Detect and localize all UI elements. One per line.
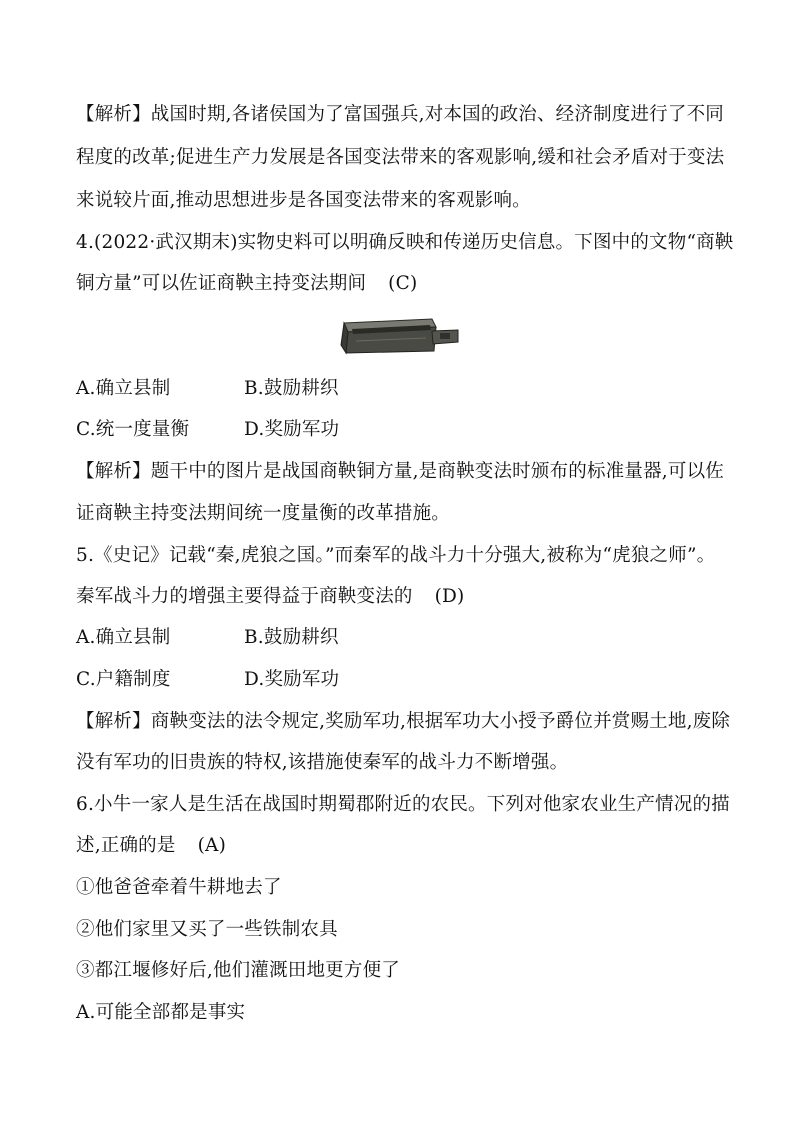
question-6-stem-cont <box>76 834 226 858</box>
option-a: A.确立县制 <box>76 627 171 648</box>
question-5-stem: 5.《史记》记载“秦,虎狼之国。”而秦军的战斗力十分强大,被称为“虎狼之师”。 <box>76 545 716 566</box>
option-row <box>76 418 340 442</box>
question-4-stem-cont <box>76 272 417 296</box>
explanation-line: 程度的改革;促进生产力发展是各国变法带来的客观影响,缓和社会矛盾对于变法 <box>76 147 725 168</box>
explanation-line: 没有军功的旧贵族的特权,该措施使秦军的战斗力不断增强。 <box>76 752 569 773</box>
question-5-stem-text: 秦军战斗力的增强主要得益于商鞅变法的 <box>76 586 413 607</box>
question-5-answer: (D) <box>434 586 465 607</box>
option-row <box>76 626 339 650</box>
question-6-stem-text: 述,正确的是 <box>76 835 176 856</box>
option-row <box>76 377 339 401</box>
question-5-stem-cont <box>76 585 464 609</box>
question-4-stem-text: 铜方量”可以佐证商鞅主持变法期间 <box>76 273 367 294</box>
question-6-answer: (A) <box>197 835 226 856</box>
explanation-line: 证商鞅主持变法期间统一度量衡的改革措施。 <box>76 503 451 524</box>
explanation-line: 【解析】战国时期,各诸侯国为了富国强兵,对本国的政治、经济制度进行了不同 <box>76 104 724 125</box>
explanation-line: 【解析】题干中的图片是战国商鞅铜方量,是商鞅变法时颁布的标准量器,可以佐 <box>76 461 724 482</box>
question-6-stem: 6.小牛一家人是生活在战国时期蜀郡附近的农民。下列对他家农业生产情况的描 <box>76 794 730 815</box>
option-a: A.可能全部都是事实 <box>76 1002 246 1023</box>
statement-2: ②他们家里又买了一些铁制农具 <box>76 919 338 940</box>
explanation-line: 【解析】商鞅变法的法令规定,奖励军功,根据军功大小授予爵位并赏赐土地,废除 <box>76 711 731 732</box>
statement-3: ③都江堰修好后,他们灌溉田地更方便了 <box>76 960 400 981</box>
option-d: D.奖励军功 <box>244 419 340 440</box>
option-row <box>76 668 340 692</box>
explanation-line: 来说较片面,推动思想进步是各国变法带来的客观影响。 <box>76 190 531 211</box>
question-4-answer: (C) <box>388 273 418 294</box>
option-d: D.奖励军功 <box>244 669 340 690</box>
bronze-measure-image <box>336 315 460 357</box>
option-b: B.鼓励耕织 <box>244 378 339 399</box>
question-4-stem: 4.(2022·武汉期末)实物史料可以明确反映和传递历史信息。下图中的文物“商鞅 <box>76 232 734 253</box>
option-c: C.统一度量衡 <box>76 419 190 440</box>
option-c: C.户籍制度 <box>76 669 171 690</box>
option-b: B.鼓励耕织 <box>244 627 339 648</box>
option-a: A.确立县制 <box>76 378 171 399</box>
statement-1: ①他爸爸牵着牛耕地去了 <box>76 877 282 898</box>
